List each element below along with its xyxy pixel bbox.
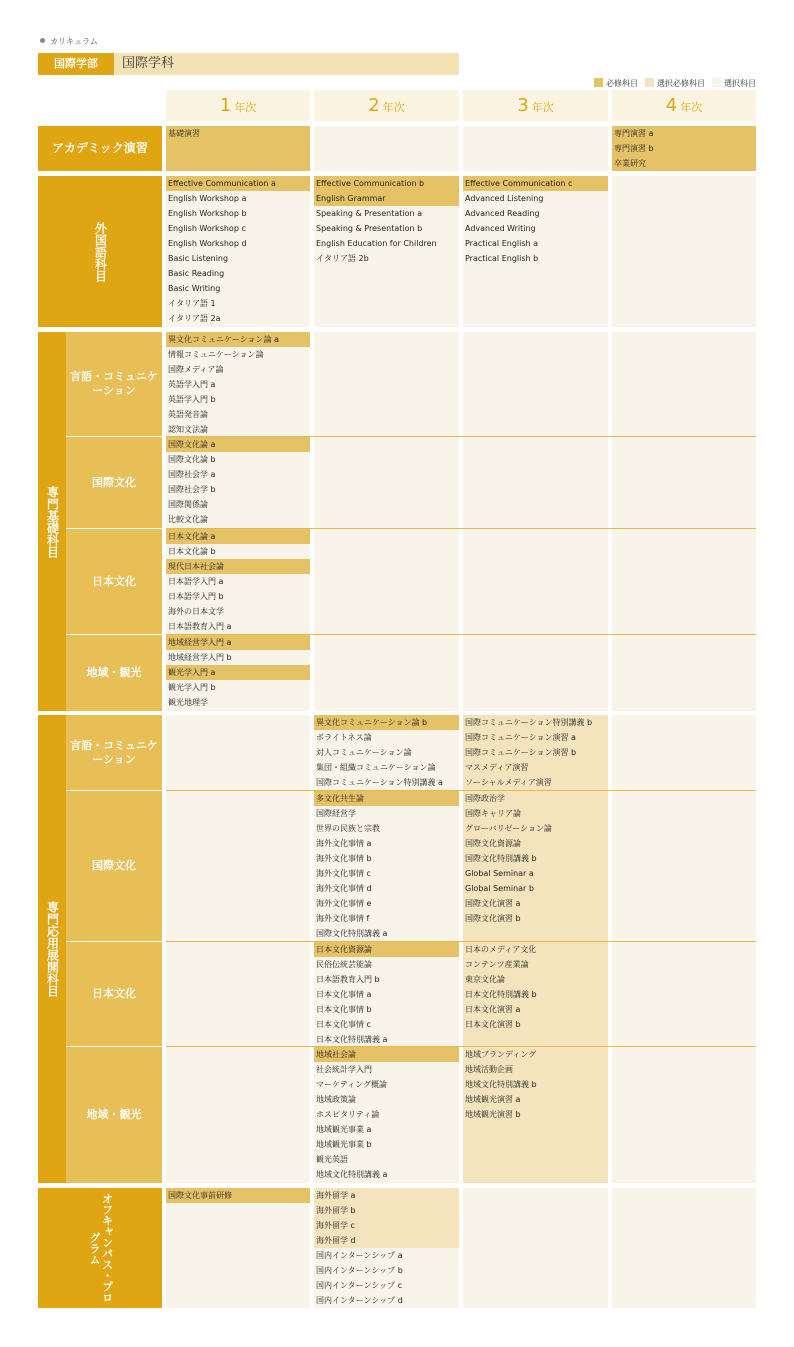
subcat-applied-region: 地域・観光	[66, 1047, 162, 1183]
course-item: 地域政策論	[316, 1095, 356, 1104]
course-item: 国内インターンシップ b	[316, 1266, 403, 1275]
cell-offcampus-y2	[314, 1188, 459, 1308]
group-foreign: 外国語科目	[38, 176, 162, 327]
course-item: ソーシャルメディア演習	[465, 778, 552, 787]
cell-basic-intl-y3	[463, 437, 608, 528]
course-item: 地域社会論	[314, 1047, 459, 1062]
course-item: 海外文化事情 d	[316, 884, 372, 893]
course-item: Practical English a	[465, 239, 539, 248]
course-item: 専門演習 b	[614, 144, 654, 153]
course-item: 日本文化論 b	[168, 547, 216, 556]
course-item: 比較文化論	[168, 515, 208, 524]
course-item: 専門演習 a	[614, 129, 654, 138]
course-item: 海外留学 a	[314, 1188, 459, 1203]
cell-basic-intl-y1	[166, 437, 310, 528]
cell-applied-lang-y4	[612, 715, 756, 790]
selective-swatch	[645, 78, 654, 87]
course-item: 国際文化事前研修	[166, 1188, 310, 1203]
cell-applied-lang-y1	[166, 715, 310, 790]
cell-applied-region-y1	[166, 1047, 310, 1183]
course-item: 日本語教育入門 a	[168, 622, 232, 631]
course-item: Basic Reading	[168, 269, 225, 278]
course-item: 国際社会学 a	[168, 470, 216, 479]
course-item: 異文化コミュニケーション論 b	[314, 715, 459, 730]
course-item: 国際文化論 a	[166, 437, 310, 452]
course-item: 世界の民族と宗教	[316, 824, 380, 833]
course-item: 地域経営学入門 b	[168, 653, 232, 662]
legend-item-required: 必修科目	[594, 78, 638, 89]
course-item: 日本文化特別講義 a	[316, 1035, 388, 1044]
course-item: 国際文化特別講義 a	[316, 929, 388, 938]
course-item: Global Seminar b	[465, 884, 534, 893]
group-applied: 専門応用展開科目	[38, 715, 66, 1183]
year-header-3: 3 年次	[463, 90, 608, 121]
cell-academic-y1	[166, 126, 310, 171]
cell-applied-jpn-y4	[612, 942, 756, 1046]
bullet-icon	[40, 38, 45, 43]
course-item: 国際文化演習 b	[465, 914, 521, 923]
course-item: English Workshop a	[168, 194, 247, 203]
course-item: Speaking & Presentation b	[316, 224, 423, 233]
cell-basic-lang-y3	[463, 332, 608, 436]
course-item: 国際政治学	[465, 794, 505, 803]
cell-applied-lang-y2	[314, 715, 459, 790]
course-item: Basic Listening	[168, 254, 229, 263]
course-item: 日本文化論 a	[166, 529, 310, 544]
course-item: 国際関係論	[168, 500, 208, 509]
course-item: 情報コミュニケーション論	[168, 350, 264, 359]
subcat-applied-intl: 国際文化	[66, 791, 162, 941]
cell-academic-y2	[314, 126, 459, 171]
course-item: イタリア語 2a	[168, 314, 221, 323]
group-offcampus: オフキャンパス・プログラム	[38, 1188, 162, 1308]
course-item: English Workshop b	[168, 209, 247, 218]
course-item: 国際コミュニケーション演習 a	[465, 733, 576, 742]
course-item: 国際文化演習 a	[465, 899, 521, 908]
course-item: 地域経営学入門 a	[166, 635, 310, 650]
course-item: コンテンツ産業論	[465, 960, 529, 969]
course-item: English Workshop d	[168, 239, 247, 248]
course-item: 東京文化論	[465, 975, 505, 984]
course-item: 基礎演習	[168, 129, 200, 138]
course-item: 国際文化論 b	[168, 455, 216, 464]
cell-basic-jpn-y4	[612, 529, 756, 634]
course-item: 国際コミュニケーション特別講義 b	[465, 718, 593, 727]
cell-basic-region-y4	[612, 635, 756, 711]
course-item: 地域文化特別講義 b	[465, 1080, 537, 1089]
cell-offcampus-y4	[612, 1188, 756, 1308]
cell-basic-region-y1	[166, 635, 310, 711]
course-item: 国内インターンシップ c	[316, 1281, 403, 1290]
course-item: ホスピタリティ論	[316, 1110, 380, 1119]
title-bar	[38, 53, 459, 75]
course-item: 海外留学 c	[314, 1218, 459, 1233]
cell-basic-lang-y4	[612, 332, 756, 436]
course-item: 地域活動企画	[465, 1065, 513, 1074]
subcat-applied-lang: 言語・コミュニケーション	[66, 715, 162, 790]
course-item: 地域文化特別講義 a	[316, 1170, 388, 1179]
course-item: 英語学入門 b	[168, 395, 216, 404]
cell-basic-region-y2	[314, 635, 459, 711]
legend-item-selective: 選択必修科目	[645, 78, 705, 89]
course-item: 英語学入門 a	[168, 380, 216, 389]
course-item: 地域観光事業 b	[316, 1140, 372, 1149]
course-item: 多文化共生論	[314, 791, 459, 806]
course-item: 社会統計学入門	[316, 1065, 372, 1074]
course-item: 対人コミュニケーション論	[316, 748, 412, 757]
breadcrumb: カリキュラム	[40, 36, 98, 47]
course-item: Practical English b	[465, 254, 539, 263]
cell-basic-intl-y2	[314, 437, 459, 528]
course-item: 観光英語	[316, 1155, 348, 1164]
course-item: Effective Communication a	[166, 176, 310, 191]
cell-basic-jpn-y2	[314, 529, 459, 634]
department-title: 国際学科	[122, 56, 175, 71]
course-item: 日本文化演習 b	[465, 1020, 521, 1029]
legend	[594, 78, 756, 89]
course-item: 英語発音論	[168, 410, 208, 419]
faculty-label: 国際学部	[38, 53, 114, 75]
course-item: 国際経営学	[316, 809, 356, 818]
cell-basic-lang-y2	[314, 332, 459, 436]
course-item: イタリア語 1	[168, 299, 216, 308]
course-item: 日本文化事情 b	[316, 1005, 372, 1014]
course-item: 観光地理学	[168, 698, 208, 707]
course-item: 国際メディア論	[168, 365, 224, 374]
course-item: 異文化コミュニケーション論 a	[166, 332, 310, 347]
course-item: 海外文化事情 e	[316, 899, 372, 908]
cell-offcampus-y1	[166, 1188, 310, 1308]
course-item: 日本文化演習 a	[465, 1005, 521, 1014]
cell-foreign-y3	[463, 176, 608, 327]
course-item: 観光学入門 b	[168, 683, 216, 692]
course-item: English Grammar	[314, 191, 459, 206]
cell-basic-intl-y4	[612, 437, 756, 528]
course-item: 国内インターンシップ d	[316, 1296, 403, 1305]
course-item: 地域観光演習 a	[465, 1095, 521, 1104]
subcat-basic-intl: 国際文化	[66, 437, 162, 528]
course-item: 日本文化特別講義 b	[465, 990, 537, 999]
course-item: English Education for Children	[316, 239, 437, 248]
course-item: ポライトネス論	[316, 733, 372, 742]
group-basic: 専門基礎科目	[38, 332, 66, 711]
cell-basic-jpn-y3	[463, 529, 608, 634]
cell-applied-region-y3	[463, 1047, 608, 1183]
cell-applied-intl-y2	[314, 791, 459, 941]
cell-offcampus-y3	[463, 1188, 608, 1308]
course-item: 地域ブランディング	[465, 1050, 537, 1059]
course-item: 日本文化事情 a	[316, 990, 372, 999]
cell-basic-jpn-y1	[166, 529, 310, 634]
group-academic: アカデミック演習	[38, 126, 162, 171]
course-item: 国際文化資源論	[465, 839, 521, 848]
cell-applied-jpn-y3	[463, 942, 608, 1046]
course-item: 観光学入門 a	[166, 665, 310, 680]
course-item: グローバリゼーション論	[465, 824, 552, 833]
year-header-2: 2 年次	[314, 90, 459, 121]
cell-academic-y3	[463, 126, 608, 171]
cell-applied-region-y2	[314, 1047, 459, 1183]
course-item: 海外の日本文学	[168, 607, 224, 616]
course-item: 現代日本社会論	[166, 559, 310, 574]
course-item: Advanced Listening	[465, 194, 544, 203]
subcat-basic-jpn: 日本文化	[66, 529, 162, 634]
course-item: Advanced Writing	[465, 224, 536, 233]
course-item: マーケティング概論	[316, 1080, 388, 1089]
year-header-1: 1 年次	[166, 90, 310, 121]
cell-basic-region-y3	[463, 635, 608, 711]
cell-foreign-y4	[612, 176, 756, 327]
course-item: 国際文化特別講義 b	[465, 854, 537, 863]
cell-applied-intl-y4	[612, 791, 756, 941]
course-item: English Workshop c	[168, 224, 246, 233]
course-item: 日本のメディア文化	[465, 945, 537, 954]
course-item: Advanced Reading	[465, 209, 540, 218]
cell-applied-jpn-y2	[314, 942, 459, 1046]
course-item: マスメディア演習	[465, 763, 529, 772]
course-item: 国際コミュニケーション特別講義 a	[316, 778, 443, 787]
cell-academic-y4	[612, 126, 756, 171]
course-item: 日本語教育入門 b	[316, 975, 380, 984]
course-item: 認知文法論	[168, 425, 208, 434]
course-item: Effective Communication b	[314, 176, 459, 191]
cell-applied-lang-y3	[463, 715, 608, 790]
course-item: 国内インターンシップ a	[316, 1251, 403, 1260]
elective-swatch	[712, 78, 721, 87]
course-item: 日本文化事情 c	[316, 1020, 371, 1029]
legend-item-elective: 選択科目	[712, 78, 756, 89]
course-item: 海外文化事情 c	[316, 869, 371, 878]
cell-applied-jpn-y1	[166, 942, 310, 1046]
course-item: 日本語学入門 b	[168, 592, 224, 601]
year-header-4: 4 年次	[612, 90, 756, 121]
course-item: 海外文化事情 a	[316, 839, 372, 848]
course-item: 国際社会学 b	[168, 485, 216, 494]
course-item: Basic Writing	[168, 284, 221, 293]
course-item: 海外留学 b	[314, 1203, 459, 1218]
subcat-basic-region: 地域・観光	[66, 635, 162, 711]
cell-foreign-y2	[314, 176, 459, 327]
course-item: 地域観光演習 b	[465, 1110, 521, 1119]
course-item: 国際コミュニケーション演習 b	[465, 748, 577, 757]
course-item: Global Seminar a	[465, 869, 534, 878]
cell-applied-intl-y1	[166, 791, 310, 941]
cell-applied-region-y4	[612, 1047, 756, 1183]
cell-applied-intl-y3	[463, 791, 608, 941]
course-item: 日本文化資源論	[314, 942, 459, 957]
subcat-basic-lang: 言語・コミュニケーション	[66, 332, 162, 436]
course-item: 民俗伝統芸能論	[316, 960, 372, 969]
subcat-applied-jpn: 日本文化	[66, 942, 162, 1046]
course-item: 卒業研究	[614, 159, 646, 168]
course-item: 海外文化事情 b	[316, 854, 372, 863]
course-item: Effective Communication c	[463, 176, 608, 191]
cell-basic-lang-y1	[166, 332, 310, 436]
course-item: Speaking & Presentation a	[316, 209, 422, 218]
course-item: 地域観光事業 a	[316, 1125, 372, 1134]
cell-foreign-y1	[166, 176, 310, 327]
course-item: 海外文化事情 f	[316, 914, 370, 923]
required-swatch	[594, 78, 603, 87]
course-item: 国際キャリア論	[465, 809, 521, 818]
course-item: イタリア語 2b	[316, 254, 369, 263]
course-item: 日本語学入門 a	[168, 577, 224, 586]
course-item: 集団・組織コミュニケーション論	[316, 763, 436, 772]
course-item: 海外留学 d	[314, 1233, 459, 1248]
